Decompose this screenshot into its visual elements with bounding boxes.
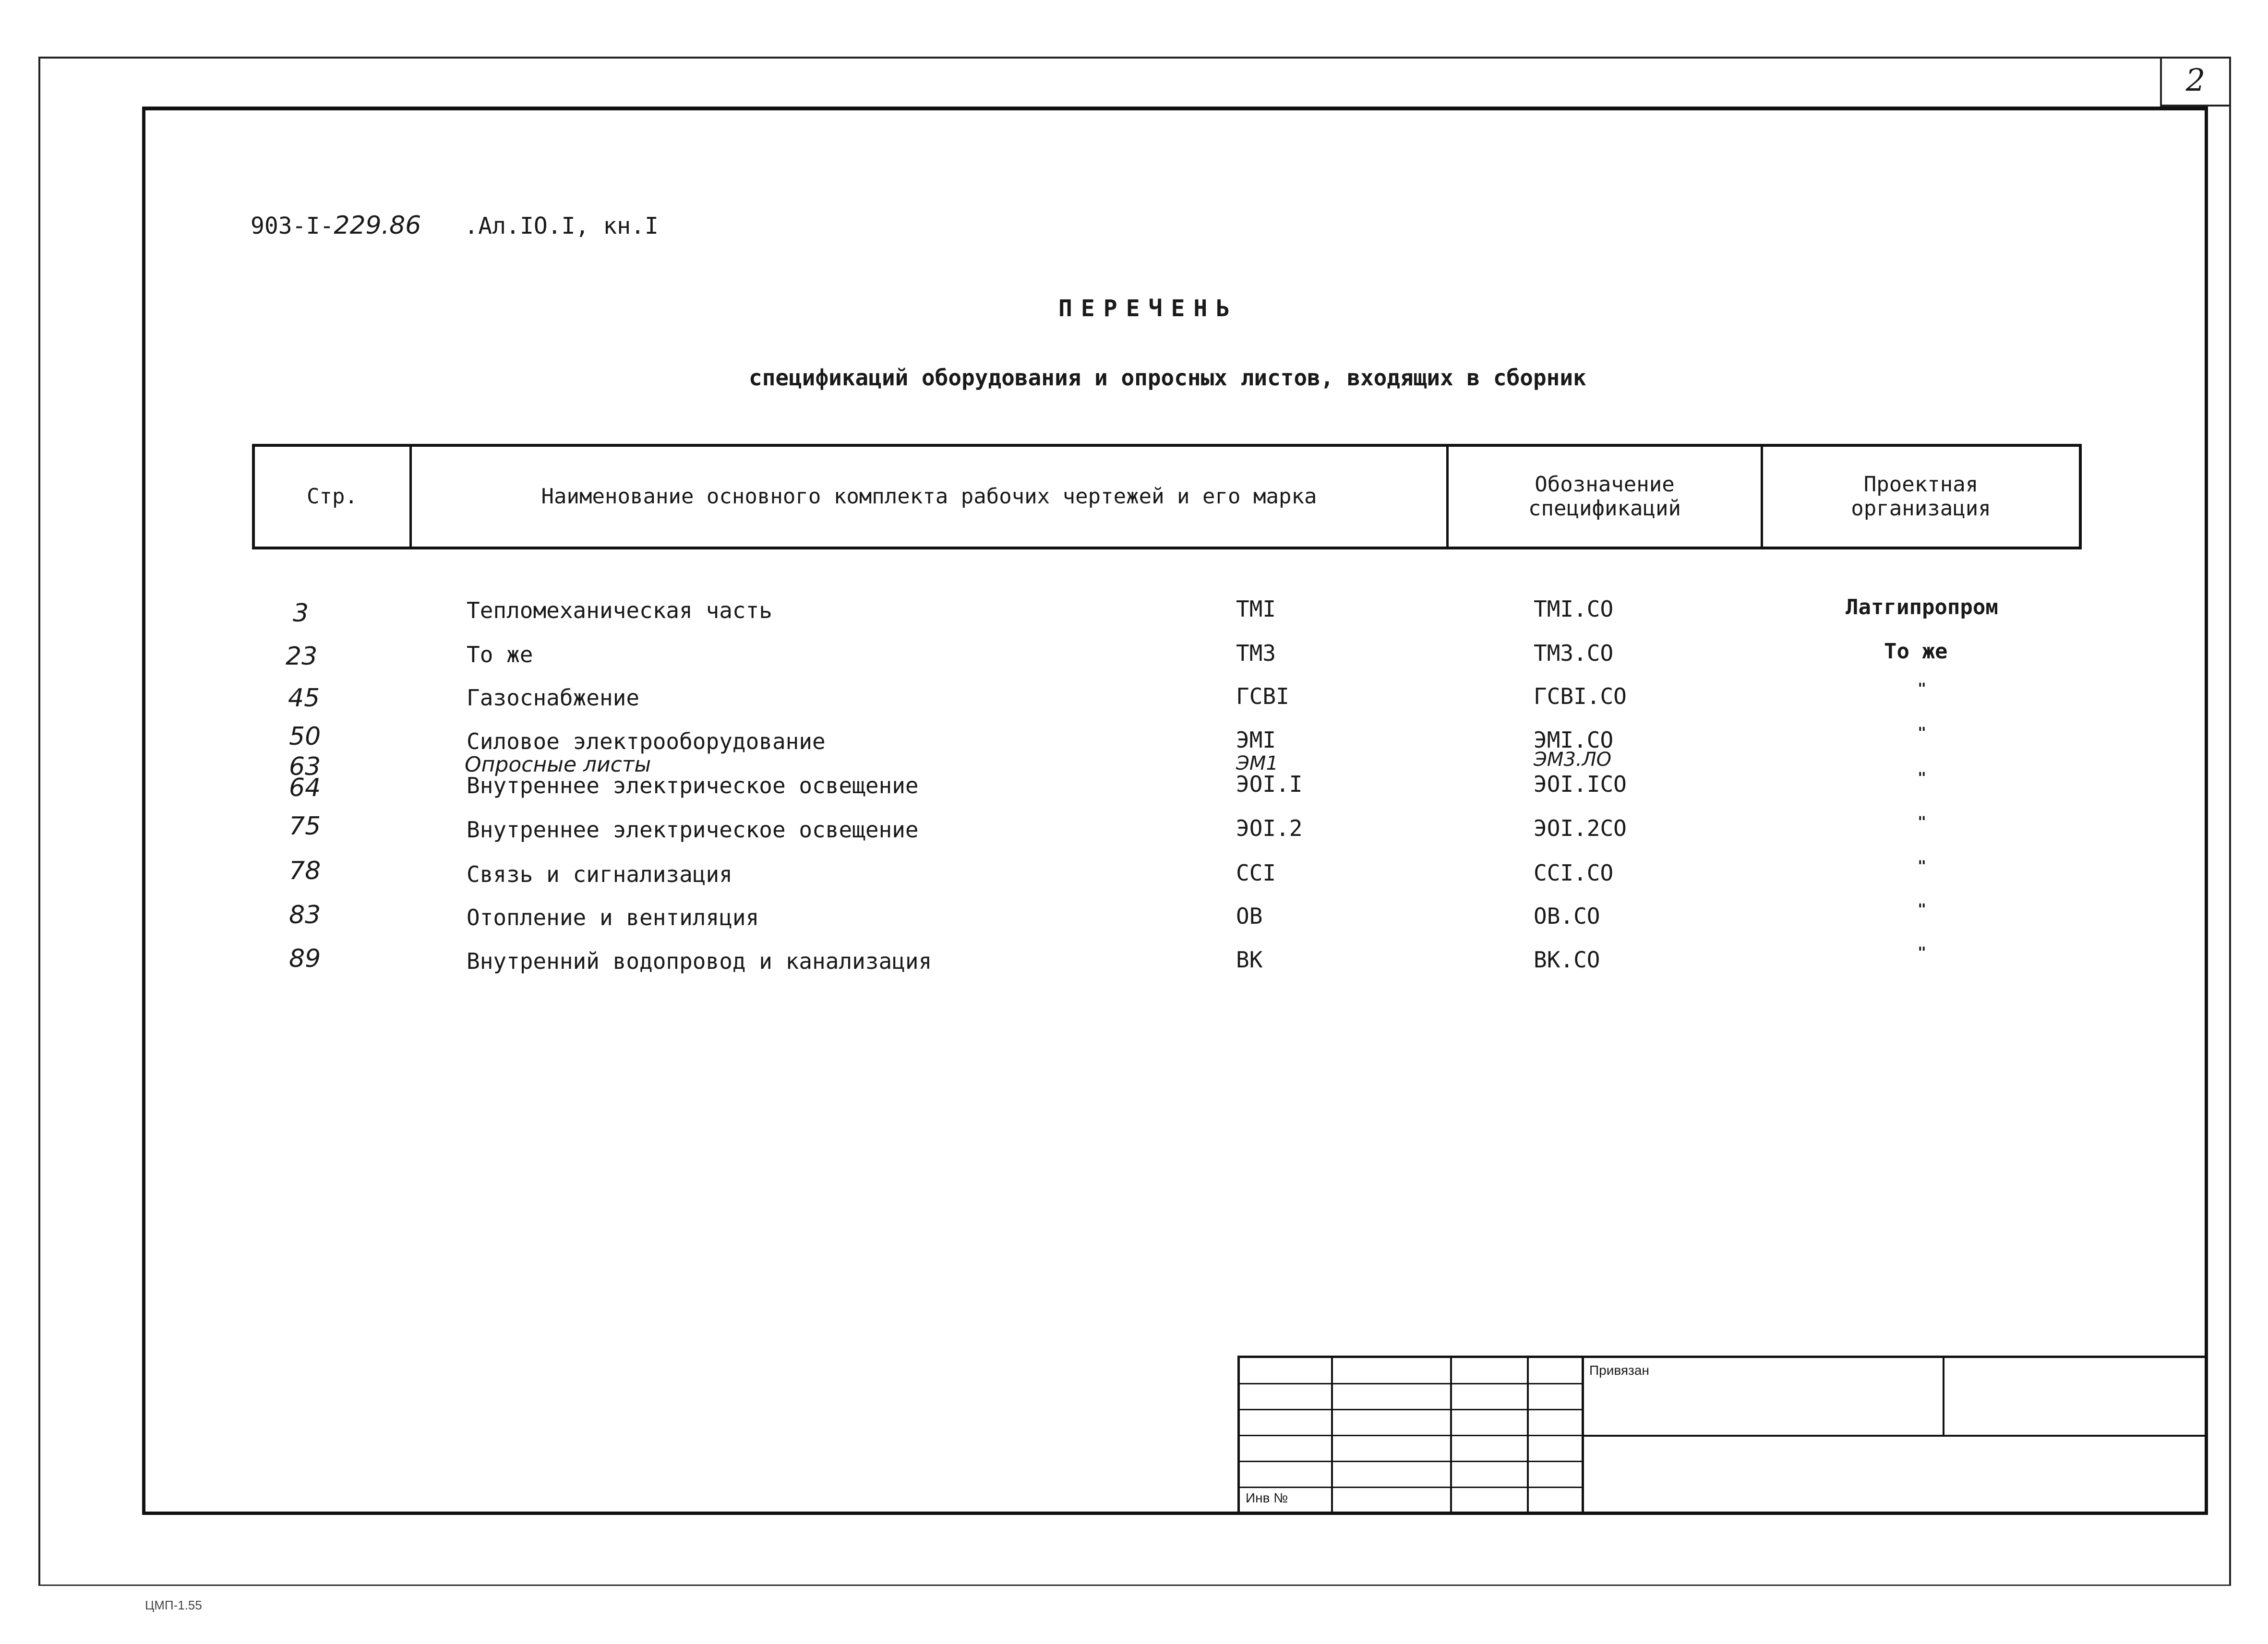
row-spec: ЭОI.IСО xyxy=(1534,771,1627,797)
row-mark: ЭМI xyxy=(1236,727,1276,753)
row-org-ditto: " xyxy=(1918,725,1927,741)
page-title: ПЕРЕЧЕНЬ xyxy=(1058,295,1239,322)
row-org-ditto: " xyxy=(1918,858,1927,875)
row-mark: ЭОI.2 xyxy=(1236,815,1303,841)
row-spec: ТМI.СО xyxy=(1534,596,1614,622)
title-block xyxy=(1237,1356,2207,1515)
row-page: 75 xyxy=(289,812,321,841)
row-mark: ТМ3 xyxy=(1236,640,1276,666)
row-name: То же xyxy=(467,642,533,667)
tb-attached-label: Привязан xyxy=(1589,1363,1649,1378)
row-spec: ЭМI.СО xyxy=(1534,727,1614,753)
row-name: Тепломеханическая часть xyxy=(467,597,772,623)
row-mark: ССI xyxy=(1236,860,1276,886)
row-spec: ССI.СО xyxy=(1534,860,1614,886)
row-page: 23 xyxy=(286,642,318,671)
row-mark: ГСВI xyxy=(1236,683,1289,709)
page-subtitle: спецификаций оборудования и опросных листов, входящих в сборник xyxy=(749,365,1586,391)
doc-code-suffix: .Ал.IO.I, кн.I xyxy=(464,213,659,239)
row-page: 3 xyxy=(293,599,309,628)
row-org: Латгипропром xyxy=(1846,595,1998,619)
header-spec: Обозначение спецификаций xyxy=(1449,447,1763,547)
row-spec: ГСВI.СО xyxy=(1534,683,1627,709)
row-name: Отопление и вентиляция xyxy=(467,905,759,930)
row-mark: ТМI xyxy=(1236,596,1276,622)
row-org-ditto: " xyxy=(1918,944,1927,961)
sheet-number: 2 xyxy=(2160,57,2229,107)
row-org-ditto: " xyxy=(1918,814,1927,831)
tb-hline xyxy=(1240,1461,1582,1462)
row-mark: ЭОI.I xyxy=(1236,771,1303,797)
row-spec: ОВ.СО xyxy=(1534,903,1600,929)
row-name: Связь и сигнализация xyxy=(467,861,732,887)
doc-code-prefix: 903-I- xyxy=(251,213,334,239)
row-name: Силовое электрооборудование xyxy=(467,728,826,754)
row-mark: ОВ xyxy=(1236,903,1263,929)
row-page: 50 xyxy=(289,722,321,751)
row-org-ditto: " xyxy=(1918,770,1927,786)
row-name-handwritten: Опросные листы xyxy=(465,752,651,777)
tb-hline xyxy=(1240,1487,1582,1488)
row-page: 83 xyxy=(289,901,321,929)
row-page: 63 xyxy=(289,752,321,781)
row-page: 64 xyxy=(289,774,321,802)
row-org-ditto: " xyxy=(1918,901,1927,918)
row-page: 78 xyxy=(289,857,321,885)
row-mark-handwritten: ЭМ1 xyxy=(1236,752,1278,774)
row-mark: ВК xyxy=(1236,947,1263,973)
row-spec: ЭОI.2СО xyxy=(1534,815,1627,841)
row-page: 45 xyxy=(288,684,320,713)
document-code xyxy=(251,211,659,240)
row-name: Внутренний водопровод и канализация xyxy=(467,948,932,974)
row-name: Внутреннее электрическое освещение xyxy=(467,817,919,843)
tb-inv-label: Инв № xyxy=(1246,1490,1288,1505)
header-org: Проектная организация xyxy=(1851,472,1991,521)
tb-hline xyxy=(1240,1409,1582,1410)
corner-mark: ЦМП-1.55 xyxy=(145,1598,202,1612)
header-name: Наименование основного комплекта рабочих чертежей и его марка xyxy=(412,447,1449,547)
row-org-ditto: " xyxy=(1918,680,1927,697)
row-spec: ВК.СО xyxy=(1534,947,1600,973)
row-org: То же xyxy=(1884,639,1948,664)
row-name: Внутреннее электрическое освещение xyxy=(467,773,919,798)
row-page: 89 xyxy=(289,944,321,973)
doc-code-handwritten: 229.86 xyxy=(334,211,421,240)
row-name: Газоснабжение xyxy=(467,685,640,711)
tb-hline xyxy=(1240,1383,1582,1384)
tb-hline xyxy=(1240,1435,1582,1436)
tb-vline xyxy=(1943,1358,1944,1435)
table-header xyxy=(252,444,2082,549)
tb-hline xyxy=(1582,1435,2205,1437)
header-page: Стр. xyxy=(255,447,412,547)
row-spec: ТМ3.СО xyxy=(1534,640,1614,666)
row-spec-handwritten: ЭМ3.ЛО xyxy=(1534,749,1612,771)
